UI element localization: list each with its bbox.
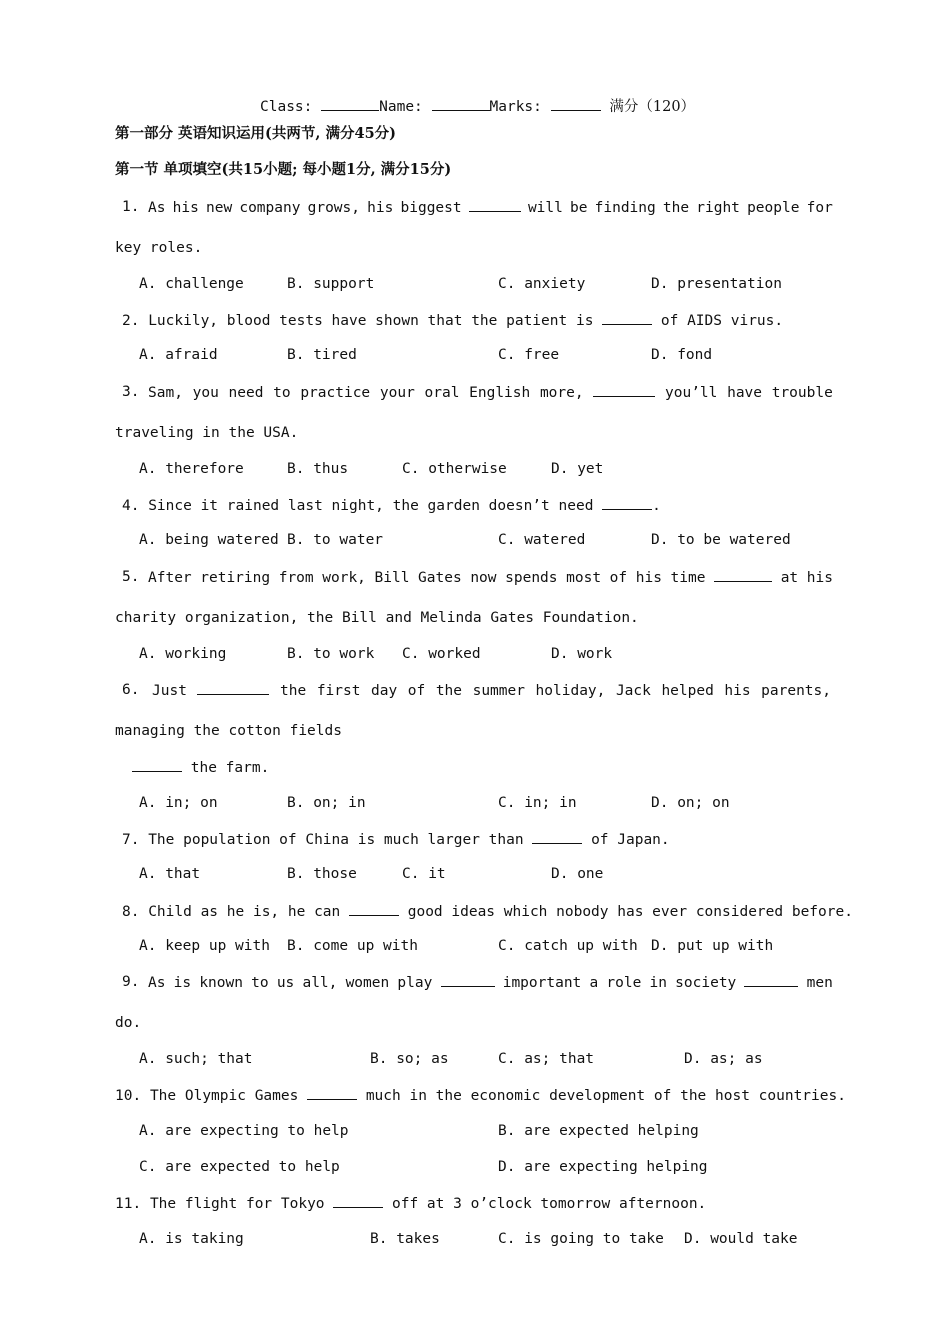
- q3-word: trouble: [771, 385, 833, 401]
- q6-line2: managing the cotton fields: [115, 723, 342, 739]
- marks-blank: [551, 96, 601, 111]
- q7-line: [122, 829, 670, 850]
- q6-option-d: D. on; on: [651, 795, 730, 811]
- q7-option-b: B. those: [287, 866, 357, 882]
- q5-word: his: [806, 570, 833, 586]
- class-blank: [321, 96, 379, 111]
- q2-option-a: A. afraid: [139, 347, 218, 363]
- q1-word: right: [696, 200, 740, 216]
- q5-option-d: D. work: [551, 646, 613, 662]
- q5-word: spends: [505, 570, 558, 586]
- q5-word: time: [670, 570, 706, 586]
- q11-line: [115, 1193, 706, 1214]
- q2-number: 2.: [122, 313, 140, 329]
- q10-option-a: A. are expecting to help: [139, 1123, 349, 1139]
- q9-blank: [441, 972, 495, 987]
- q3-word: have: [727, 385, 763, 401]
- part1-title: 第一部分 英语知识运用(共两节, 满分45分): [115, 125, 397, 142]
- q11-text-b: off at 3 o’clock tomorrow afternoon.: [392, 1196, 707, 1212]
- q5-word: of: [609, 570, 628, 586]
- q5-option-c: C. worked: [402, 646, 481, 662]
- q9-word: is: [173, 975, 192, 991]
- q10-line: [115, 1085, 846, 1106]
- q7-text-b: of Japan.: [591, 832, 670, 848]
- q3-word: you: [192, 385, 219, 401]
- q7-option-d: D. one: [551, 866, 604, 882]
- name-label: Name:: [379, 99, 423, 115]
- q8-option-d: D. put up with: [651, 938, 774, 954]
- q6-word: parents,: [761, 683, 831, 699]
- q2-option-d: D. fond: [651, 347, 713, 363]
- q1-line2: key roles.: [115, 240, 203, 256]
- q10-blank: [307, 1085, 357, 1100]
- q4-line: [122, 495, 661, 516]
- q10-number: 10.: [115, 1088, 142, 1104]
- q9-line2: do.: [115, 1015, 142, 1031]
- q5-word: now: [470, 570, 497, 586]
- q3-word: your: [379, 385, 415, 401]
- q5-word: Gates: [418, 570, 462, 586]
- q3-option-a: A. therefore: [139, 461, 244, 477]
- q11-option-a: A. is taking: [139, 1231, 244, 1247]
- full-score: 满分（120）: [609, 99, 696, 115]
- q3-word: more,: [539, 385, 584, 401]
- q4-text-a: Since it rained last night, the garden doesn’t need: [148, 498, 594, 514]
- q1-option-d: D. presentation: [651, 276, 782, 292]
- q9-word: As: [148, 975, 166, 991]
- q11-blank: [333, 1193, 383, 1208]
- q6-word: summer: [472, 683, 525, 699]
- q1-word: finding: [594, 200, 656, 216]
- q3-word: English: [469, 385, 531, 401]
- q1-option-b: B. support: [287, 276, 375, 292]
- q4-option-c: C. watered: [498, 532, 586, 548]
- q7-text-a: The population of China is much larger than: [148, 832, 524, 848]
- q1-number: 1.: [122, 199, 140, 215]
- q1-word: biggest: [400, 200, 462, 216]
- q11-option-d: D. would take: [684, 1231, 798, 1247]
- q3-word: practice: [300, 385, 371, 401]
- q4-blank: [602, 495, 652, 510]
- q3-option-b: B. thus: [287, 461, 349, 477]
- q4-option-b: B. to water: [287, 532, 384, 548]
- q6-word: his: [724, 683, 751, 699]
- q3-number: 3.: [122, 384, 140, 400]
- q4-number: 4.: [122, 498, 140, 514]
- q4-text-b: .: [652, 498, 661, 514]
- q5-word: at: [780, 570, 799, 586]
- q9-word: role: [606, 975, 642, 991]
- q9-word: known: [199, 975, 243, 991]
- q2-option-b: B. tired: [287, 347, 357, 363]
- q3-option-d: D. yet: [551, 461, 604, 477]
- q6-line3-text: the farm.: [190, 760, 270, 776]
- q9-option-b: B. so; as: [370, 1051, 449, 1067]
- q9-word: men: [806, 975, 833, 991]
- section1-title: 第一节 单项填空(共15小题; 每小题1分, 满分15分): [115, 161, 452, 178]
- q3-word: to: [273, 385, 291, 401]
- q5-line1: [148, 567, 833, 588]
- class-label: Class:: [260, 99, 313, 115]
- q6-word: the: [435, 683, 463, 699]
- q5-blank: [714, 567, 772, 582]
- q10-option-b: B. are expected helping: [498, 1123, 699, 1139]
- q5-word: After: [148, 570, 192, 586]
- q3-word: oral: [424, 385, 460, 401]
- q5-word: retiring: [200, 570, 271, 586]
- q6-word: of: [407, 683, 426, 699]
- q1-word: be: [570, 200, 588, 216]
- q6-word: holiday,: [535, 683, 606, 699]
- q1-word: company: [239, 200, 301, 216]
- q5-word: work,: [322, 570, 366, 586]
- q5-word: most: [566, 570, 602, 586]
- q10-text-b: much in the economic development of the host countries.: [365, 1088, 846, 1104]
- q6-line1: [152, 680, 831, 701]
- name-blank: [432, 96, 490, 111]
- q2-text-b: of AIDS virus.: [660, 313, 784, 329]
- q6-number: 6.: [122, 682, 140, 698]
- q10-option-d: D. are expecting helping: [498, 1159, 708, 1175]
- q3-word: Sam,: [148, 385, 183, 401]
- q8-option-a: A. keep up with: [139, 938, 270, 954]
- q9-word: us: [276, 975, 295, 991]
- q5-line2: charity organization, the Bill and Melinda Gates Foundation.: [115, 610, 639, 626]
- q8-number: 8.: [122, 904, 140, 920]
- q11-text-a: The flight for Tokyo: [149, 1196, 325, 1212]
- q6-word: helped: [661, 683, 714, 699]
- q1-word: the: [662, 200, 690, 216]
- q1-word: will: [527, 200, 563, 216]
- q6-word: Just: [152, 683, 187, 699]
- q5-number: 5.: [122, 569, 140, 585]
- q6-word: day: [371, 683, 398, 699]
- q10-option-c: C. are expected to help: [139, 1159, 340, 1175]
- q1-blank: [469, 197, 521, 212]
- q8-blank: [349, 901, 399, 916]
- q6-word: the: [280, 683, 307, 699]
- q6-blank-2: [132, 757, 182, 772]
- q9-option-a: A. such; that: [139, 1051, 253, 1067]
- q8-text-a: Child as he is, he can: [148, 904, 341, 920]
- q11-number: 11.: [115, 1196, 142, 1212]
- q5-word: his: [635, 570, 662, 586]
- q9-word: society: [675, 975, 737, 991]
- q2-blank: [602, 310, 652, 325]
- q1-word: new: [205, 200, 233, 216]
- q7-option-a: A. that: [139, 866, 201, 882]
- q9-word: all,: [302, 975, 338, 991]
- q1-word: grows,: [307, 200, 360, 216]
- q2-text-a: Luckily, blood tests have shown that the patient is: [148, 313, 594, 329]
- q1-word: people: [747, 200, 800, 216]
- q1-option-a: A. challenge: [139, 276, 244, 292]
- q4-option-d: D. to be watered: [651, 532, 791, 548]
- q3-option-c: C. otherwise: [402, 461, 507, 477]
- q5-option-b: B. to work: [287, 646, 375, 662]
- q9-line1: [148, 972, 833, 993]
- q8-option-c: C. catch up with: [498, 938, 638, 954]
- q11-option-c: C. is going to take: [498, 1231, 664, 1247]
- q8-line: [122, 901, 853, 922]
- q2-line: [122, 310, 783, 331]
- q6-word: Jack: [615, 683, 651, 699]
- q1-word: As: [148, 200, 166, 216]
- q1-line1: [148, 197, 833, 218]
- q6-option-c: C. in; in: [498, 795, 577, 811]
- q4-option-a: A. being watered: [139, 532, 279, 548]
- q3-word: need: [228, 385, 264, 401]
- q6-option-b: B. on; in: [287, 795, 366, 811]
- q9-number: 9.: [122, 974, 140, 990]
- q1-word: his: [172, 200, 199, 216]
- q5-word: Bill: [374, 570, 410, 586]
- header-line: [260, 96, 695, 117]
- q6-blank: [197, 680, 269, 695]
- q7-blank: [532, 829, 582, 844]
- q7-number: 7.: [122, 832, 140, 848]
- q9-blank-2: [744, 972, 798, 987]
- q1-word: his: [367, 200, 394, 216]
- q1-word: for: [806, 200, 833, 216]
- q3-blank: [593, 382, 655, 397]
- q9-word: in: [649, 975, 667, 991]
- q6-word: first: [316, 683, 361, 699]
- q9-word: important: [502, 975, 582, 991]
- q1-option-c: C. anxiety: [498, 276, 586, 292]
- q5-option-a: A. working: [139, 646, 227, 662]
- marks-label: Marks:: [489, 99, 542, 115]
- q9-word: women: [345, 975, 390, 991]
- q10-text-a: The Olympic Games: [149, 1088, 299, 1104]
- q9-word: play: [397, 975, 433, 991]
- q3-line1: [148, 382, 833, 403]
- q9-word: to: [251, 975, 269, 991]
- q9-word: a: [589, 975, 599, 991]
- q9-option-d: D. as; as: [684, 1051, 763, 1067]
- q7-option-c: C. it: [402, 866, 446, 882]
- q9-option-c: C. as; that: [498, 1051, 595, 1067]
- q6-option-a: A. in; on: [139, 795, 218, 811]
- q8-text-b: good ideas which nobody has ever considered before.: [407, 904, 853, 920]
- q2-option-c: C. free: [498, 347, 560, 363]
- q3-word: you’ll: [665, 385, 718, 401]
- q3-line2: traveling in the USA.: [115, 425, 299, 441]
- q5-word: from: [278, 570, 314, 586]
- q6-line3: [132, 757, 269, 778]
- q11-option-b: B. takes: [370, 1231, 440, 1247]
- q8-option-b: B. come up with: [287, 938, 418, 954]
